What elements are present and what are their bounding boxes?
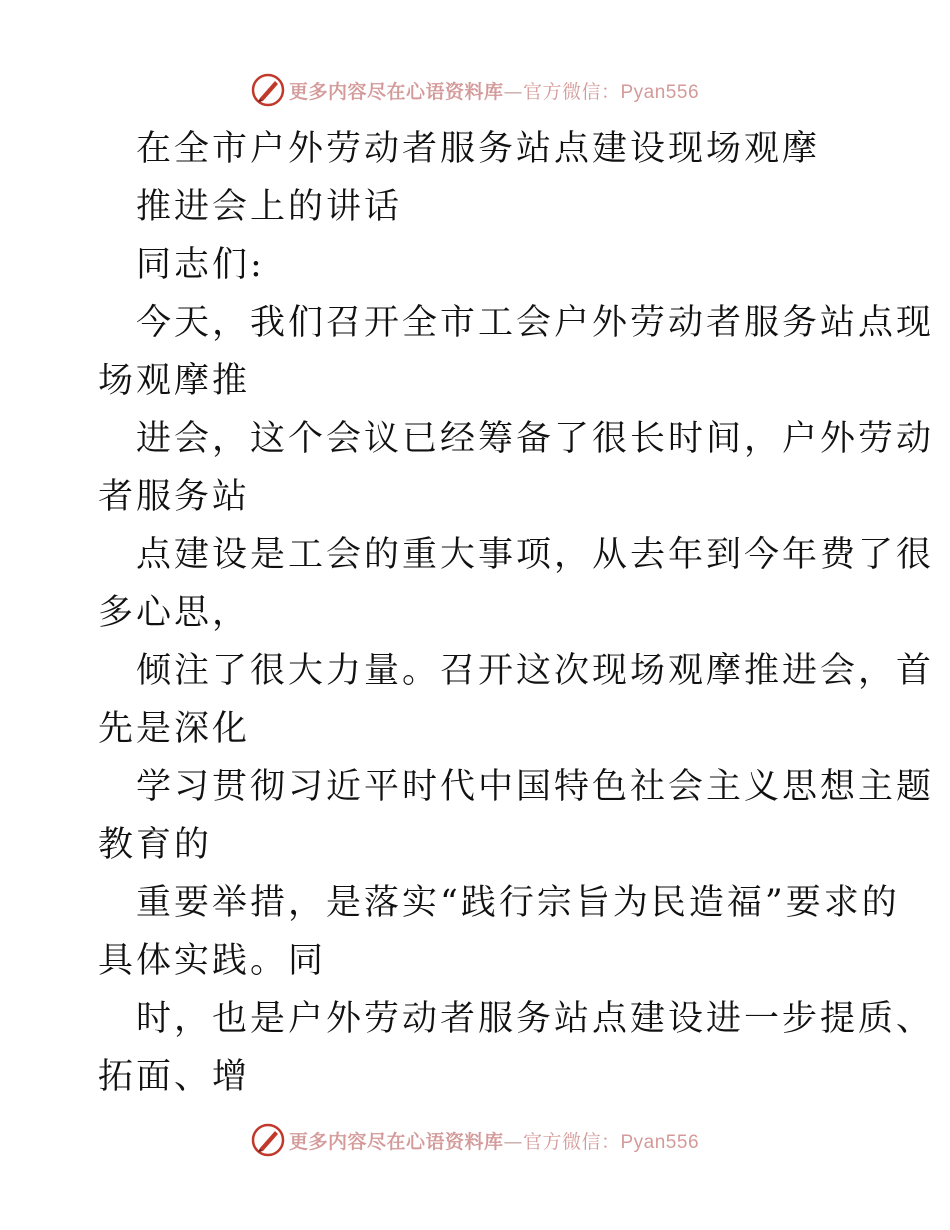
pen-logo-icon <box>251 1123 285 1157</box>
body-line: 教育的 <box>98 825 213 865</box>
footer-contact-id: Pyan556 <box>620 1131 700 1153</box>
body-line: 今天，我们召开全市工会户外劳动者服务站点现 <box>136 303 935 343</box>
body-line: 重要举措，是落实“践行宗旨为民造福”要求的 <box>136 883 900 923</box>
footer-contact-label: 官方微信： <box>522 1130 621 1153</box>
header-contact-label: 官方微信： <box>522 80 621 103</box>
body-line: 进会，这个会议已经筹备了很长时间，户外劳动 <box>136 419 935 459</box>
footer-watermark <box>0 1120 950 1160</box>
pen-logo-icon <box>251 73 285 107</box>
header-watermark <box>0 70 950 110</box>
body-line: 具体实践。同 <box>98 941 327 981</box>
body-line: 时，也是户外劳动者服务站点建设进一步提质、 <box>136 999 935 1039</box>
salutation: 同志们: <box>136 245 265 285</box>
title-line-2: 推进会上的讲话 <box>136 187 403 227</box>
document-body <box>98 120 935 1106</box>
header-brand-text: 更多内容尽在心语资料库 <box>288 80 504 103</box>
body-line: 场观摩推 <box>98 361 251 401</box>
header-separator: — <box>503 80 523 103</box>
title-line-1: 在全市户外劳动者服务站点建设现场观摩 <box>136 129 821 169</box>
footer-brand-text: 更多内容尽在心语资料库 <box>288 1130 504 1153</box>
body-line: 点建设是工会的重大事项，从去年到今年费了很 <box>136 535 935 575</box>
footer-separator: — <box>503 1130 523 1153</box>
header-contact-id: Pyan556 <box>620 81 700 103</box>
body-line: 学习贯彻习近平时代中国特色社会主义思想主题 <box>136 767 935 807</box>
body-line: 倾注了很大力量。召开这次现场观摩推进会，首 <box>136 651 935 691</box>
body-line: 拓面、增 <box>98 1057 251 1097</box>
body-line: 先是深化 <box>98 709 251 749</box>
body-line: 者服务站 <box>98 477 251 517</box>
body-line: 多心思， <box>98 593 251 633</box>
